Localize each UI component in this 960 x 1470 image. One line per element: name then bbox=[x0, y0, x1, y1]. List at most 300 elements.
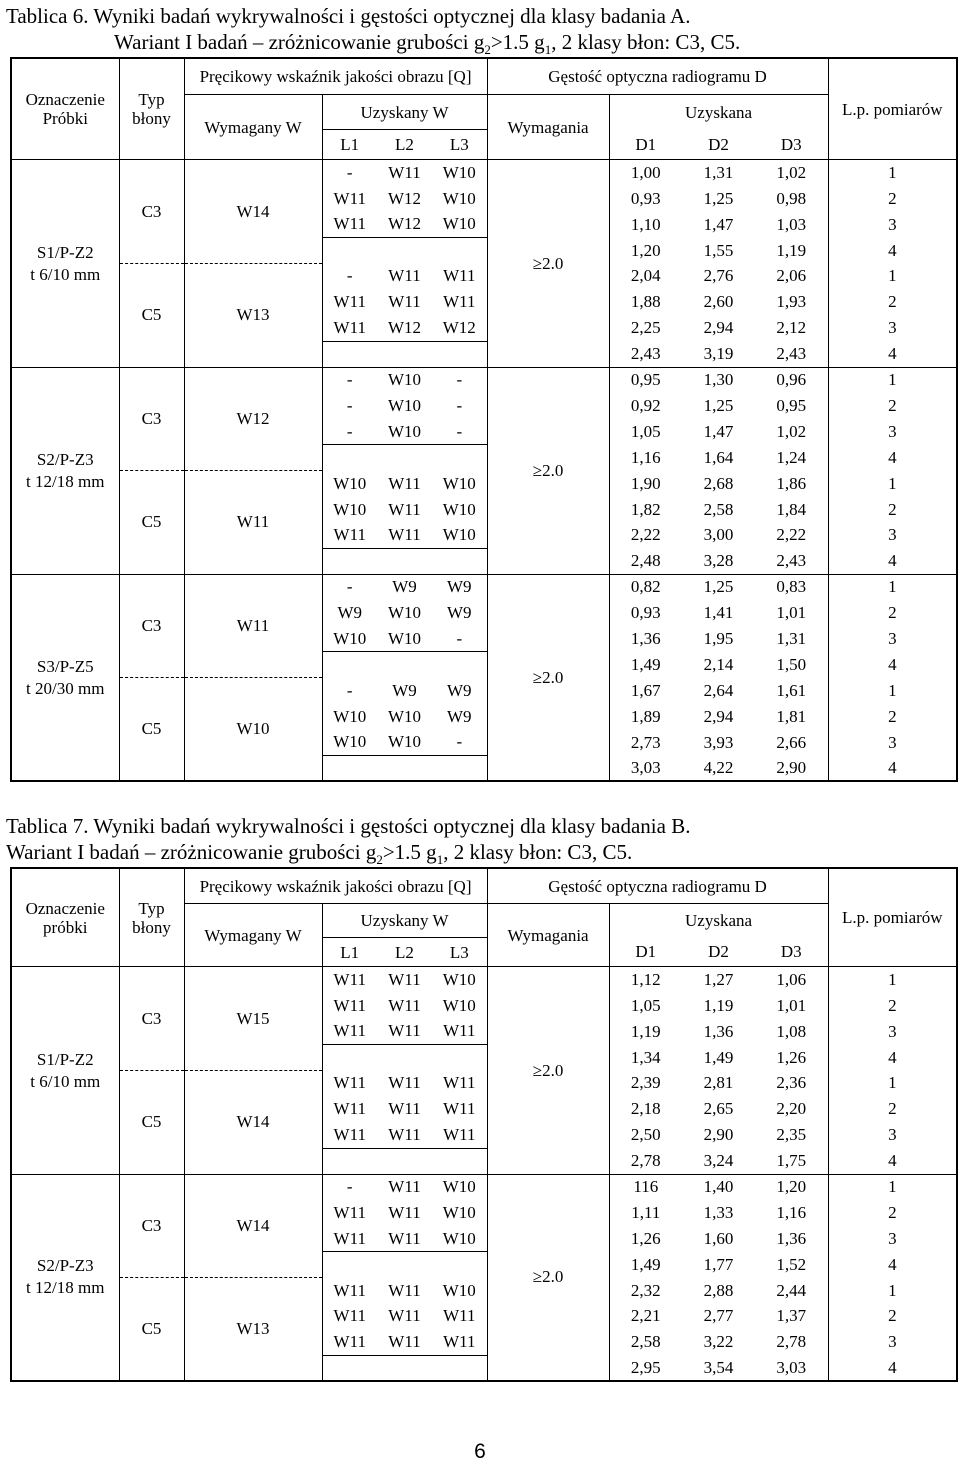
density-d1-cell: 2,73 bbox=[630, 732, 661, 752]
obtained-l2-cell: W11 bbox=[388, 499, 421, 519]
density-d2-cell: 1,64 bbox=[703, 447, 734, 467]
sample-cell bbox=[11, 1174, 119, 1381]
obtained-l2-cell: W11 bbox=[388, 1202, 421, 1222]
header-d2: D2 bbox=[682, 129, 755, 160]
density-d3-cell: 2,43 bbox=[755, 548, 828, 574]
obtained-l3-cell: W10 bbox=[432, 186, 487, 212]
header-d2: D2 bbox=[682, 937, 755, 967]
measurement-number-cell: 2 bbox=[828, 1096, 957, 1122]
obtained-l2-cell: W10 bbox=[387, 628, 422, 648]
density-d2-cell: 2,77 bbox=[703, 1306, 734, 1326]
measurement-number-cell: 1 bbox=[828, 367, 957, 393]
obtained-l3-cell: - bbox=[432, 730, 487, 756]
film-type-cell: C5 bbox=[119, 471, 184, 575]
obtained-l2-cell bbox=[377, 238, 432, 264]
density-d2-cell: 4,22 bbox=[703, 757, 734, 777]
obtained-l3-cell: - bbox=[432, 393, 487, 419]
obtained-l1-cell: - bbox=[346, 395, 353, 415]
obtained-l3-cell bbox=[432, 341, 487, 367]
obtained-l3-cell: W11 bbox=[432, 289, 487, 315]
density-d2-cell: 1,27 bbox=[703, 970, 734, 990]
measurement-number-cell: 1 bbox=[828, 160, 957, 186]
density-d3-cell: 1,50 bbox=[776, 654, 807, 674]
obtained-l1-cell bbox=[322, 1355, 377, 1381]
header-film-type: Typ błony bbox=[119, 868, 184, 967]
density-d1-cell: 1,11 bbox=[631, 1202, 661, 1222]
obtained-l3-cell bbox=[432, 1252, 487, 1278]
obtained-l2-cell: W11 bbox=[388, 525, 421, 545]
table-row bbox=[11, 1071, 957, 1097]
density-d3-cell: 1,37 bbox=[776, 1306, 807, 1326]
measurement-number-cell: 4 bbox=[828, 755, 957, 781]
header-l3: L3 bbox=[432, 129, 487, 160]
obtained-l2-cell: W10 bbox=[387, 370, 422, 390]
obtained-l1-cell: W10 bbox=[333, 706, 367, 726]
obtained-l1-cell: W11 bbox=[333, 188, 366, 208]
header-density-group: Gęstość optyczna radiogramu D bbox=[487, 58, 828, 95]
density-d3-cell: 1,75 bbox=[755, 1148, 828, 1174]
density-d1-cell: 1,90 bbox=[630, 473, 661, 493]
table7-results bbox=[10, 867, 958, 1382]
obtained-l3-cell: W9 bbox=[432, 600, 487, 626]
density-d3-cell: 0,95 bbox=[776, 395, 807, 415]
density-d2-cell: 2,64 bbox=[703, 680, 734, 700]
density-d3-cell: 2,12 bbox=[776, 318, 807, 338]
obtained-l3-cell: W10 bbox=[432, 471, 487, 497]
density-d1-cell: 2,25 bbox=[630, 318, 661, 338]
header-l1: L1 bbox=[322, 937, 377, 967]
density-d3-cell: 2,44 bbox=[776, 1280, 807, 1300]
measurement-number-cell: 1 bbox=[828, 1278, 957, 1304]
sample-cell bbox=[11, 160, 119, 367]
density-d3-cell: 1,81 bbox=[776, 706, 807, 726]
density-d3-cell: 2,90 bbox=[776, 757, 807, 777]
density-d3-cell: 1,93 bbox=[776, 292, 807, 312]
obtained-l2-cell: W11 bbox=[388, 1332, 421, 1352]
header-d3: D3 bbox=[755, 937, 828, 967]
obtained-l1-cell: - bbox=[346, 577, 353, 597]
density-d3-cell: 1,84 bbox=[776, 499, 807, 519]
density-d2-cell: 3,28 bbox=[682, 548, 755, 574]
density-d3-cell: 1,02 bbox=[776, 163, 807, 183]
density-d1-cell: 1,12 bbox=[630, 970, 661, 990]
obtained-l1-cell: W11 bbox=[333, 525, 366, 545]
obtained-l3-cell: - bbox=[432, 419, 487, 445]
film-type-cell: C5 bbox=[119, 678, 184, 782]
header-iqi-group: Pręcikowy wskaźnik jakości obrazu [Q] bbox=[184, 58, 487, 95]
caption-sub: 2 bbox=[484, 42, 491, 58]
obtained-l1-cell bbox=[322, 445, 377, 471]
header-d1: D1 bbox=[609, 937, 682, 967]
obtained-l1-cell: - bbox=[346, 421, 353, 441]
measurement-number-cell: 4 bbox=[828, 238, 957, 264]
density-d1-cell: 2,78 bbox=[609, 1148, 682, 1174]
density-d1-cell: 1,49 bbox=[630, 1254, 661, 1274]
density-d1-cell: 1,16 bbox=[630, 447, 661, 467]
density-d2-cell: 2,81 bbox=[703, 1073, 734, 1093]
obtained-l3-cell: W10 bbox=[432, 160, 487, 186]
obtained-l2-cell bbox=[377, 341, 432, 367]
density-d1-cell: 1,19 bbox=[630, 1021, 661, 1041]
density-d2-cell: 3,00 bbox=[703, 525, 734, 545]
obtained-l2-cell: W9 bbox=[392, 680, 417, 700]
density-d3-cell: 2,22 bbox=[776, 525, 807, 545]
obtained-l2-cell: W10 bbox=[387, 603, 422, 623]
page-number: 6 bbox=[474, 1440, 486, 1463]
density-d3-cell: 3,03 bbox=[776, 1357, 807, 1377]
measurement-number-cell: 2 bbox=[828, 704, 957, 730]
density-d2-cell: 2,58 bbox=[703, 499, 734, 519]
obtained-l1-cell: W10 bbox=[333, 473, 367, 493]
density-d3-cell: 2,78 bbox=[776, 1332, 807, 1352]
measurement-number-cell: 1 bbox=[828, 264, 957, 290]
obtained-l3-cell: W10 bbox=[432, 1226, 487, 1252]
header-required-d: Wymagania bbox=[487, 95, 609, 160]
density-d2-cell: 1,36 bbox=[703, 1021, 734, 1041]
density-d1-cell: 2,48 bbox=[609, 548, 682, 574]
density-d1-cell: 1,26 bbox=[630, 1228, 661, 1248]
sample-thickness: t 20/30 mm bbox=[26, 678, 105, 698]
header-d3: D3 bbox=[755, 129, 828, 160]
obtained-l2-cell bbox=[377, 652, 432, 678]
header-sample: Oznaczenie próbki bbox=[11, 868, 119, 967]
obtained-l3-cell: W9 bbox=[432, 678, 487, 704]
obtained-l3-cell: W10 bbox=[432, 993, 487, 1019]
density-d3-cell: 1,31 bbox=[776, 628, 807, 648]
density-d2-cell: 3,22 bbox=[703, 1332, 734, 1352]
caption-text: Wariant I badań – zróżnicowanie grubości g bbox=[114, 30, 485, 54]
header-iqi-group: Pręcikowy wskaźnik jakości obrazu [Q] bbox=[184, 868, 487, 904]
header-sample: Oznaczenie Próbki bbox=[11, 58, 119, 160]
density-d3-cell: 2,06 bbox=[776, 266, 807, 286]
obtained-l3-cell: W9 bbox=[432, 574, 487, 600]
table6-caption-line1: Tablica 6. Wyniki badań wykrywalności i gęstości optycznej dla klasy badania A. bbox=[6, 4, 691, 28]
density-d2-cell: 1,41 bbox=[703, 603, 734, 623]
obtained-l2-cell bbox=[377, 445, 432, 471]
density-d2-cell: 1,60 bbox=[703, 1228, 734, 1248]
density-d3-cell: 0,98 bbox=[776, 188, 807, 208]
obtained-l3-cell: W11 bbox=[432, 1096, 487, 1122]
obtained-l1-cell bbox=[322, 341, 377, 367]
measurement-number-cell: 2 bbox=[828, 993, 957, 1019]
obtained-l3-cell: W10 bbox=[432, 1174, 487, 1200]
density-d3-cell: 1,06 bbox=[776, 970, 807, 990]
obtained-l1-cell: - bbox=[346, 680, 353, 700]
obtained-l1-cell: W11 bbox=[333, 1099, 366, 1119]
obtained-l2-cell bbox=[377, 1252, 432, 1278]
density-d2-cell: 1,25 bbox=[703, 577, 734, 597]
sample-thickness: t 12/18 mm bbox=[26, 471, 105, 491]
density-d1-cell: 2,22 bbox=[630, 525, 661, 545]
obtained-l3-cell: W10 bbox=[432, 1200, 487, 1226]
required-w-cell: W13 bbox=[184, 1278, 322, 1382]
table7-caption-line1: Tablica 7. Wyniki badań wykrywalności i gęstości optycznej dla klasy badania B. bbox=[6, 814, 691, 838]
header-required-w: Wymagany W bbox=[184, 904, 322, 967]
obtained-l2-cell: W10 bbox=[387, 395, 422, 415]
obtained-l1-cell bbox=[322, 1252, 377, 1278]
measurement-number-cell: 2 bbox=[828, 186, 957, 212]
obtained-l2-cell: W11 bbox=[388, 1306, 421, 1326]
obtained-l1-cell: W11 bbox=[333, 1125, 366, 1144]
table-row bbox=[11, 678, 957, 704]
density-d2-cell: 1,25 bbox=[703, 395, 734, 415]
obtained-l1-cell bbox=[322, 1045, 377, 1071]
density-d3-cell: 1,16 bbox=[776, 1202, 807, 1222]
obtained-l1-cell: W11 bbox=[333, 970, 366, 990]
obtained-l2-cell: W12 bbox=[387, 214, 422, 234]
density-d3-cell: 1,36 bbox=[776, 1228, 807, 1248]
obtained-l2-cell: W11 bbox=[388, 1177, 421, 1197]
obtained-l1-cell: W11 bbox=[333, 995, 366, 1015]
density-d1-cell: 1,05 bbox=[630, 995, 661, 1015]
density-d1-cell: 1,10 bbox=[630, 214, 661, 234]
obtained-l3-cell: W11 bbox=[432, 1071, 487, 1097]
obtained-l3-cell: W11 bbox=[432, 1304, 487, 1330]
density-d1-cell: 0,93 bbox=[630, 188, 661, 208]
sample-cell bbox=[11, 574, 119, 781]
density-d2-cell: 1,31 bbox=[703, 163, 734, 183]
density-d3-cell: 1,08 bbox=[776, 1021, 807, 1041]
obtained-l2-cell: W11 bbox=[388, 1099, 421, 1119]
density-d3-cell: 2,36 bbox=[776, 1073, 807, 1093]
measurement-number-cell: 2 bbox=[828, 393, 957, 419]
density-d1-cell: 0,82 bbox=[630, 577, 661, 597]
obtained-l1-cell: W11 bbox=[333, 1280, 366, 1300]
header-required-d: Wymagania bbox=[487, 904, 609, 967]
header-obtained-d: Uzyskana bbox=[685, 911, 753, 931]
obtained-l1-cell bbox=[322, 755, 377, 781]
measurement-number-cell: 2 bbox=[828, 497, 957, 523]
measurement-number-cell: 2 bbox=[828, 600, 957, 626]
sample-thickness: t 6/10 mm bbox=[30, 1071, 101, 1091]
density-d1-cell: 3,03 bbox=[630, 757, 661, 777]
density-d2-cell: 3,93 bbox=[703, 732, 734, 752]
density-d2-cell: 2,90 bbox=[703, 1125, 734, 1145]
header-required-w: Wymagany W bbox=[184, 95, 322, 160]
obtained-l3-cell: W11 bbox=[432, 1329, 487, 1355]
obtained-l1-cell: W11 bbox=[333, 318, 366, 338]
sample-cell bbox=[11, 367, 119, 574]
obtained-l3-cell: W10 bbox=[432, 1278, 487, 1304]
density-d1-cell: 0,92 bbox=[630, 395, 661, 415]
obtained-l1-cell: - bbox=[346, 266, 353, 286]
obtained-l3-cell: W9 bbox=[432, 704, 487, 730]
density-d1-cell: 0,93 bbox=[630, 603, 661, 623]
header-l1: L1 bbox=[322, 129, 377, 160]
obtained-l3-cell bbox=[432, 1148, 487, 1174]
density-d1-cell: 1,00 bbox=[630, 163, 661, 183]
density-d3-cell: 2,43 bbox=[755, 341, 828, 367]
obtained-l2-cell: W11 bbox=[388, 1021, 421, 1041]
density-d3-cell: 1,24 bbox=[776, 447, 807, 467]
density-d1-cell: 2,04 bbox=[630, 266, 661, 286]
header-l2: L2 bbox=[377, 937, 432, 967]
caption-text: >1.5 g bbox=[490, 30, 545, 54]
obtained-l1-cell: - bbox=[346, 370, 353, 390]
obtained-l3-cell bbox=[432, 548, 487, 574]
header-obtained-w: Uzyskany W bbox=[322, 904, 487, 938]
required-density-cell: ≥2.0 bbox=[487, 160, 609, 367]
required-density-cell: ≥2.0 bbox=[487, 967, 609, 1174]
density-d3-cell: 1,02 bbox=[776, 421, 807, 441]
obtained-l3-cell: W11 bbox=[432, 1122, 487, 1148]
obtained-l1-cell bbox=[322, 1148, 377, 1174]
film-type-cell: C5 bbox=[119, 1278, 184, 1382]
header-density-group: Gęstość optyczna radiogramu D bbox=[487, 868, 828, 904]
density-d2-cell: 2,14 bbox=[703, 654, 734, 674]
obtained-l3-cell bbox=[432, 445, 487, 471]
density-d2-cell: 1,33 bbox=[703, 1202, 734, 1222]
header-film-type: Typ błony bbox=[119, 58, 184, 160]
obtained-l2-cell bbox=[377, 755, 432, 781]
caption-sub: 2 bbox=[376, 852, 383, 868]
density-d3-cell: 1,20 bbox=[776, 1177, 807, 1197]
measurement-number-cell: 1 bbox=[828, 574, 957, 600]
measurement-number-cell: 4 bbox=[828, 548, 957, 574]
obtained-l1-cell: - bbox=[346, 163, 353, 183]
density-d1-cell: 1,89 bbox=[630, 706, 661, 726]
density-d1-cell: 2,58 bbox=[630, 1332, 661, 1352]
sample-id: S3/P-Z5 bbox=[36, 656, 94, 676]
measurement-number-cell: 4 bbox=[828, 1045, 957, 1071]
obtained-l2-cell bbox=[377, 1355, 432, 1381]
required-w-cell: W13 bbox=[184, 264, 322, 368]
required-w-cell: W15 bbox=[184, 967, 322, 1071]
obtained-l3-cell bbox=[432, 652, 487, 678]
table6-results bbox=[10, 57, 958, 782]
obtained-l3-cell: W10 bbox=[432, 212, 487, 238]
measurement-number-cell: 1 bbox=[828, 1174, 957, 1200]
obtained-l1-cell: W10 bbox=[333, 628, 367, 648]
obtained-l3-cell bbox=[432, 238, 487, 264]
table-row bbox=[11, 367, 957, 393]
density-d3-cell: 0,83 bbox=[776, 577, 807, 597]
obtained-l2-cell: W11 bbox=[388, 292, 421, 312]
density-d1-cell: 116 bbox=[633, 1177, 659, 1197]
density-d2-cell: 2,65 bbox=[703, 1099, 734, 1119]
density-d2-cell: 1,40 bbox=[703, 1177, 734, 1197]
density-d3-cell: 2,20 bbox=[776, 1099, 807, 1119]
density-d2-cell: 2,88 bbox=[703, 1280, 734, 1300]
density-d2-cell: 3,19 bbox=[682, 341, 755, 367]
header-obtained-d: Uzyskana bbox=[685, 102, 753, 122]
table-row bbox=[11, 1174, 957, 1200]
measurement-number-cell: 4 bbox=[828, 445, 957, 471]
obtained-l2-cell: W10 bbox=[387, 421, 422, 441]
caption-sub: 1 bbox=[436, 852, 444, 868]
density-d2-cell: 1,49 bbox=[703, 1047, 734, 1067]
density-d1-cell: 2,95 bbox=[630, 1357, 661, 1377]
density-d3-cell: 1,01 bbox=[776, 995, 807, 1015]
density-d1-cell: 1,82 bbox=[630, 499, 661, 519]
density-d2-cell: 1,95 bbox=[703, 628, 734, 648]
sample-id: S1/P-Z2 bbox=[36, 242, 94, 262]
sample-thickness: t 12/18 mm bbox=[26, 1278, 105, 1298]
density-d1-cell: 1,88 bbox=[630, 292, 661, 312]
header-l2: L2 bbox=[377, 129, 432, 160]
obtained-l2-cell: W12 bbox=[387, 188, 422, 208]
obtained-l1-cell: W11 bbox=[333, 1332, 366, 1352]
density-d2-cell: 3,24 bbox=[682, 1148, 755, 1174]
measurement-number-cell: 3 bbox=[828, 626, 957, 652]
measurement-number-cell: 4 bbox=[828, 652, 957, 678]
density-d2-cell: 3,54 bbox=[703, 1357, 734, 1377]
obtained-l2-cell bbox=[377, 548, 432, 574]
header-lp: L.p. pomiarów bbox=[828, 868, 957, 967]
obtained-l2-cell bbox=[377, 1148, 432, 1174]
obtained-l3-cell: W12 bbox=[432, 315, 487, 341]
density-d2-cell: 2,76 bbox=[703, 266, 734, 286]
measurement-number-cell: 4 bbox=[828, 1252, 957, 1278]
header-lp: L.p. pomiarów bbox=[828, 58, 957, 160]
obtained-l2-cell: W12 bbox=[387, 318, 422, 338]
obtained-l3-cell: - bbox=[432, 626, 487, 652]
table-row bbox=[11, 160, 957, 186]
measurement-number-cell: 2 bbox=[828, 1304, 957, 1330]
measurement-number-cell: 3 bbox=[828, 522, 957, 548]
obtained-l1-cell: W9 bbox=[337, 603, 363, 623]
sample-id: S2/P-Z3 bbox=[36, 449, 94, 469]
density-d2-cell: 1,77 bbox=[703, 1254, 734, 1274]
measurement-number-cell: 1 bbox=[828, 678, 957, 704]
measurement-number-cell: 3 bbox=[828, 1019, 957, 1045]
density-d2-cell: 1,47 bbox=[703, 214, 734, 234]
required-w-cell: W10 bbox=[184, 678, 322, 782]
obtained-l1-cell: W11 bbox=[333, 1306, 366, 1326]
table-row bbox=[11, 967, 957, 993]
obtained-l2-cell: W11 bbox=[388, 1073, 421, 1093]
sample-thickness: t 6/10 mm bbox=[30, 264, 101, 284]
obtained-l2-cell: W10 bbox=[387, 706, 422, 726]
caption-text: , 2 klasy błon: C3, C5. bbox=[551, 30, 741, 54]
measurement-number-cell: 3 bbox=[828, 212, 957, 238]
measurement-number-cell: 1 bbox=[828, 471, 957, 497]
density-d1-cell: 2,32 bbox=[630, 1280, 661, 1300]
obtained-l2-cell bbox=[377, 1045, 432, 1071]
sample-cell bbox=[11, 967, 119, 1174]
measurement-number-cell: 3 bbox=[828, 315, 957, 341]
density-d1-cell: 2,21 bbox=[630, 1306, 661, 1326]
sample-id: S2/P-Z3 bbox=[36, 1256, 94, 1276]
density-d1-cell: 1,49 bbox=[630, 654, 661, 674]
density-d2-cell: 2,60 bbox=[703, 292, 734, 312]
obtained-l3-cell bbox=[432, 1045, 487, 1071]
header-d1: D1 bbox=[609, 129, 682, 160]
obtained-l2-cell: W10 bbox=[387, 732, 422, 752]
density-d3-cell: 1,61 bbox=[776, 680, 807, 700]
measurement-number-cell: 1 bbox=[828, 967, 957, 993]
measurement-number-cell: 2 bbox=[828, 1200, 957, 1226]
obtained-l1-cell: W11 bbox=[333, 1228, 366, 1248]
obtained-l2-cell: W11 bbox=[388, 163, 421, 183]
density-d3-cell: 1,03 bbox=[776, 214, 807, 234]
obtained-l3-cell: W11 bbox=[432, 1019, 487, 1045]
film-type-cell: C3 bbox=[119, 967, 184, 1071]
density-d1-cell: 2,18 bbox=[630, 1099, 661, 1119]
obtained-l3-cell: W11 bbox=[432, 264, 487, 290]
density-d1-cell: 2,43 bbox=[609, 341, 682, 367]
density-d1-cell: 0,95 bbox=[630, 370, 661, 390]
obtained-l2-cell: W11 bbox=[388, 473, 421, 493]
required-density-cell: ≥2.0 bbox=[487, 574, 609, 781]
density-d2-cell: 2,94 bbox=[703, 318, 734, 338]
caption-text: Wariant I badań – zróżnicowanie grubości g bbox=[6, 840, 377, 864]
film-type-cell: C5 bbox=[119, 264, 184, 368]
obtained-l2-cell: W9 bbox=[392, 577, 417, 597]
measurement-number-cell: 3 bbox=[828, 1329, 957, 1355]
obtained-l1-cell bbox=[322, 238, 377, 264]
density-d2-cell: 1,55 bbox=[703, 240, 734, 260]
